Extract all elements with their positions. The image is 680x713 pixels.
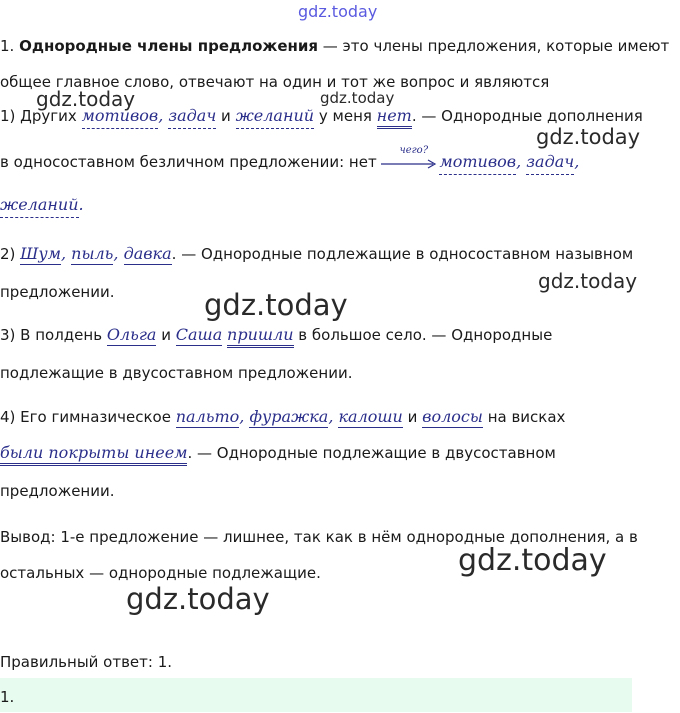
watermark: gdz.today [538,269,638,293]
item-4-line-1: 4) Его гимназическое пальто, фуражка, калоши и волосы на висках [0,407,566,426]
subject-word: пальто [175,407,240,426]
subject-word: Ольга [106,325,157,344]
question-arrow [381,144,439,171]
item-1-line-1: 1) Других мотивов, задач и желаний у меня нет. — Однородные дополнения [0,106,643,126]
object-word: мотивов [82,106,159,129]
item-1-line-3: желаний. [0,195,84,215]
item-1-line-2: в односоставном безличном предложении: нет чего? мотивов, задач, [0,152,579,172]
watermark: gdz.today [320,89,395,107]
term-title: Однородные члены предложения [19,37,319,55]
object-word: желаний [0,195,79,218]
item-4-line-2: были покрыты инеем. — Однородные подлежащие в двусоставном [0,443,556,463]
watermark-top: gdz.today [298,2,378,21]
item-4-line-3: предложении. [0,482,115,500]
watermark: gdz.today [458,543,607,578]
subject-word: фуражка [249,407,329,426]
subject-word: Саша [175,325,223,344]
subject-word: Шум [20,244,61,263]
subject-word: пыль [71,244,114,263]
item-3-line-2: подлежащие в двусоставном предложении. [0,364,353,382]
watermark: gdz.today [36,87,136,111]
subject-word: волосы [422,407,483,426]
item-2-line-2: предложении. [0,283,115,301]
object-word: задач [526,152,574,175]
predicate-word: были покрыты инеем [0,443,187,466]
item-3-line-1: 3) В полдень Ольга и Саша пришли в большое село. — Однородные [0,325,552,345]
predicate-word: пришли [227,325,294,348]
conclusion-line-2: остальных — однородные подлежащие. [0,564,321,582]
intro-line-2: общее главное слово, отвечают на один и тот же вопрос и являются [0,73,550,91]
conclusion-line-1: Вывод: 1-е предложение — лишнее, так как в нём однородные дополнения, а в [0,528,638,546]
answer-option-label: 1. [0,688,15,706]
intro-line-1: 1. Однородные члены предложения — это члены предложения, которые имеют [0,37,670,55]
watermark: gdz.today [204,288,348,322]
watermark: gdz.today [536,125,641,149]
correct-answer-label: Правильный ответ: 1. [0,653,173,671]
watermark: gdz.today [126,582,270,616]
arrow-question: чего? [399,144,429,156]
item-2-line-1: 2) Шум, пыль, давка. — Однородные подлежащие в односоставном назывном [0,244,634,263]
object-word: задач [168,106,216,129]
predicate-word: нет [377,106,412,129]
answer-option[interactable] [0,678,632,712]
subject-word: давка [123,244,172,263]
object-word: желаний [236,106,315,129]
object-word: мотивов [439,152,516,175]
subject-word: калоши [338,407,403,426]
